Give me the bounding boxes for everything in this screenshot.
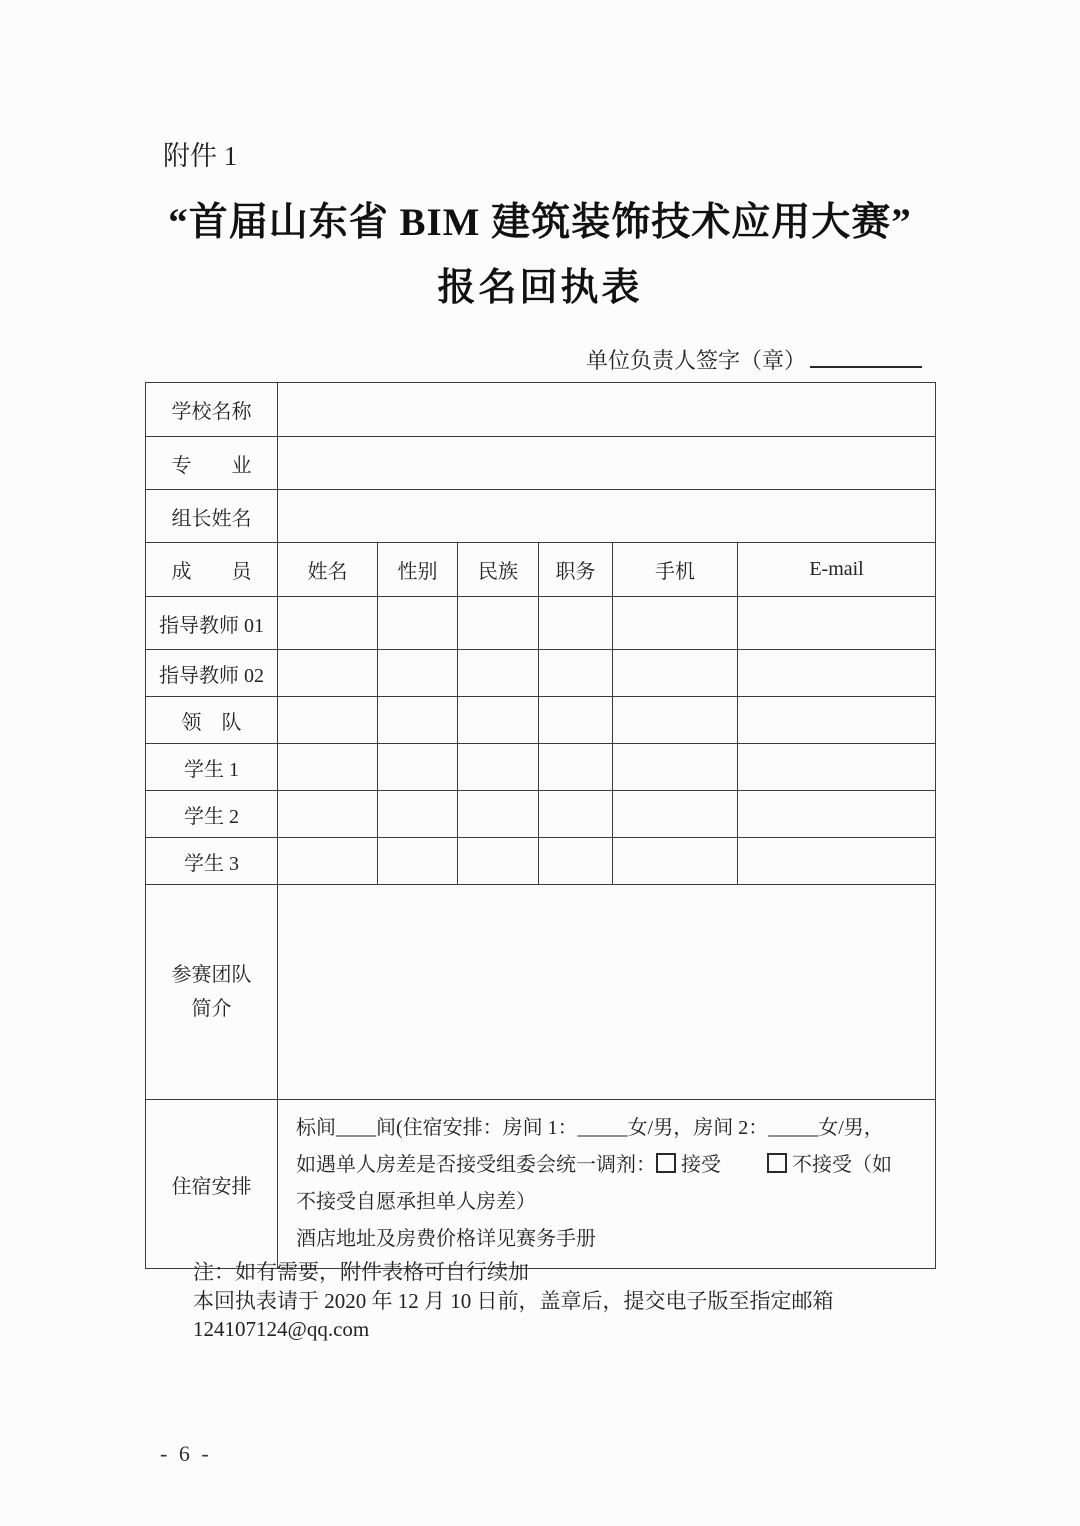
empty-input-cell bbox=[613, 697, 738, 744]
signature-label: 单位负责人签字（章） bbox=[585, 348, 806, 373]
empty-input-cell bbox=[539, 650, 613, 697]
row-label-major: 专 业 bbox=[146, 437, 278, 490]
empty-input-cell bbox=[278, 744, 378, 791]
table-row-group-leader bbox=[146, 490, 936, 543]
checkbox-reject-icon bbox=[767, 1153, 787, 1173]
empty-input-cell bbox=[539, 697, 613, 744]
empty-input-cell bbox=[613, 744, 738, 791]
signature-blank-line bbox=[810, 344, 922, 368]
row-label-teacher-02: 指导教师 02 bbox=[146, 650, 278, 697]
attachment-label: 附件 1 bbox=[163, 141, 238, 171]
accommodation-line2 bbox=[296, 1147, 923, 1184]
empty-input-cell bbox=[278, 791, 378, 838]
note-line3-email: 124107124@qq.com bbox=[193, 1317, 370, 1341]
table-row-school-name bbox=[146, 383, 936, 437]
document-title-line1: “首届山东省 BIM 建筑装饰技术应用大赛” bbox=[168, 201, 912, 244]
accommodation-line4: 酒店地址及房费价格详见赛务手册 bbox=[296, 1228, 596, 1250]
row-label-members: 成 员 bbox=[146, 543, 278, 597]
empty-input-cell bbox=[738, 597, 936, 650]
accommodation-line2-prefix: 如遇单人房差是否接受组委会统一调剂： bbox=[296, 1154, 656, 1176]
empty-input-cell bbox=[539, 597, 613, 650]
accommodation-line1: 标间____间(住宿安排：房间 1：_____女/男，房间 2：_____女/男， bbox=[296, 1117, 884, 1139]
major-value-cell bbox=[278, 437, 936, 490]
empty-input-cell bbox=[738, 697, 936, 744]
empty-input-cell bbox=[378, 791, 458, 838]
empty-input-cell bbox=[278, 697, 378, 744]
team-intro-label-line2: 简介 bbox=[191, 998, 232, 1020]
table-row-member-header bbox=[146, 543, 936, 597]
table-row-team-intro bbox=[146, 885, 936, 1100]
row-label-team-lead: 领 队 bbox=[146, 697, 278, 744]
row-label-accommodation: 住宿安排 bbox=[146, 1100, 278, 1269]
empty-input-cell bbox=[613, 838, 738, 885]
table-row-student-3 bbox=[146, 838, 936, 885]
empty-input-cell bbox=[458, 791, 539, 838]
row-label-group-leader: 组长姓名 bbox=[146, 490, 278, 543]
table-row-teacher-02 bbox=[146, 650, 936, 697]
empty-input-cell bbox=[278, 597, 378, 650]
empty-input-cell bbox=[378, 597, 458, 650]
empty-input-cell bbox=[278, 838, 378, 885]
checkbox-reject-label: 不接受（如 bbox=[792, 1154, 892, 1176]
signature-row bbox=[586, 344, 922, 375]
empty-input-cell bbox=[738, 744, 936, 791]
empty-input-cell bbox=[613, 650, 738, 697]
team-intro-label-line1: 参赛团队 bbox=[171, 964, 252, 986]
table-row-teacher-01 bbox=[146, 597, 936, 650]
empty-input-cell bbox=[458, 744, 539, 791]
accommodation-line3: 不接受自愿承担单人房差） bbox=[296, 1191, 536, 1213]
row-label-teacher-01: 指导教师 01 bbox=[146, 597, 278, 650]
empty-input-cell bbox=[458, 650, 539, 697]
column-header-position: 职务 bbox=[539, 543, 613, 597]
note-line1: 注：如有需要，附件表格可自行续加 bbox=[193, 1260, 529, 1284]
table-row-accommodation bbox=[146, 1100, 936, 1269]
empty-input-cell bbox=[458, 838, 539, 885]
school-name-value-cell bbox=[278, 383, 936, 437]
row-label-student-3: 学生 3 bbox=[146, 838, 278, 885]
column-header-email: E-mail bbox=[738, 543, 936, 597]
empty-input-cell bbox=[539, 791, 613, 838]
empty-input-cell bbox=[378, 697, 458, 744]
checkbox-accept-icon bbox=[656, 1153, 676, 1173]
column-header-ethnicity: 民族 bbox=[458, 543, 539, 597]
empty-input-cell bbox=[458, 697, 539, 744]
registration-form-table bbox=[145, 382, 936, 1269]
empty-input-cell bbox=[378, 744, 458, 791]
row-label-school-name: 学校名称 bbox=[146, 383, 278, 437]
table-row-major bbox=[146, 437, 936, 490]
empty-input-cell bbox=[738, 650, 936, 697]
page-number: - 6 - bbox=[160, 1441, 212, 1466]
column-header-gender: 性别 bbox=[378, 543, 458, 597]
empty-input-cell bbox=[738, 791, 936, 838]
empty-input-cell bbox=[458, 597, 539, 650]
table-row-team-lead bbox=[146, 697, 936, 744]
note-line2: 本回执表请于 2020 年 12 月 10 日前，盖章后，提交电子版至指定邮箱 bbox=[193, 1288, 834, 1313]
checkbox-accept-label: 接受 bbox=[681, 1154, 721, 1176]
empty-input-cell bbox=[539, 744, 613, 791]
empty-input-cell bbox=[738, 838, 936, 885]
empty-input-cell bbox=[613, 597, 738, 650]
empty-input-cell bbox=[539, 838, 613, 885]
row-label-team-intro bbox=[146, 885, 278, 1100]
row-label-student-2: 学生 2 bbox=[146, 791, 278, 838]
accommodation-content-cell bbox=[278, 1100, 936, 1269]
table-row-student-1 bbox=[146, 744, 936, 791]
row-label-student-1: 学生 1 bbox=[146, 744, 278, 791]
empty-input-cell bbox=[378, 650, 458, 697]
footer-notes bbox=[193, 1258, 834, 1344]
team-intro-value-cell bbox=[278, 885, 936, 1100]
group-leader-value-cell bbox=[278, 490, 936, 543]
empty-input-cell bbox=[278, 650, 378, 697]
table-row-student-2 bbox=[146, 791, 936, 838]
empty-input-cell bbox=[378, 838, 458, 885]
column-header-name: 姓名 bbox=[278, 543, 378, 597]
document-title-line2: 报名回执表 bbox=[437, 267, 643, 309]
column-header-mobile: 手机 bbox=[613, 543, 738, 597]
empty-input-cell bbox=[613, 791, 738, 838]
